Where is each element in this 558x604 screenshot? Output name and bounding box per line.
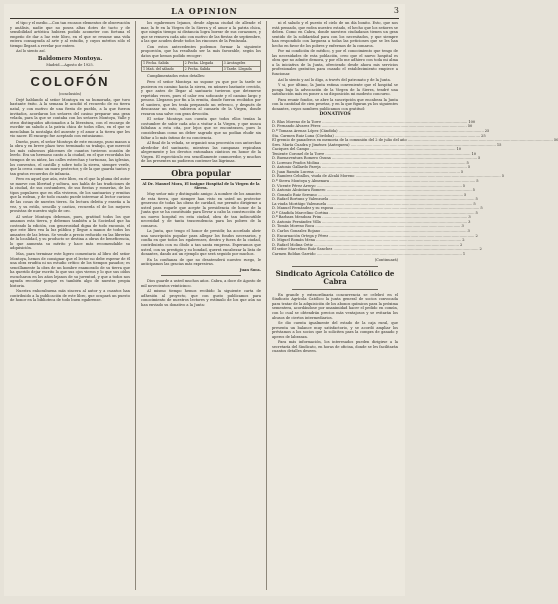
donor-name: D. Rafael Bortuns y Valenzuela .....: [272, 197, 474, 202]
column-3: [272, 21, 558, 590]
letter-salutation: Al Dr. Manuel Mora, El insigne Hospital de la Virgen de la Sierra.: [142, 181, 260, 191]
donor-name: D. Miguel Román Mena .....: [272, 238, 461, 243]
paragraph: Con estos antecedentes podemos formar la siguiente proporción, que ha resultado ser la más favorable, según los datos que hemos podido recoger:: [141, 44, 261, 58]
column-2: [141, 21, 261, 590]
donor-name: D. Antonio Gallardo Pareja .....: [272, 165, 467, 170]
column-1: [10, 21, 130, 590]
continues-note: (Continuará): [374, 258, 398, 263]
donor-name: D. Manuel Fernández y su esposa .....: [272, 206, 479, 211]
donor-amount: 3: [468, 215, 471, 220]
paragraph: En grande y extraordinaria concurrencia se celebró en el Sindicato Agrícola Católico la junta general de socios convocada para tratar de la adquisición de los abonos químicos para la próxima sementera, acordándose por unanimidad hacer el pedido en común, con lo cual se obtendrán precios más ventajosos y se evitarán los abusos de ciertos intermediarios.: [272, 292, 398, 320]
donor-name: El señor Marcelino Ruíz Sanchez .....: [272, 247, 479, 252]
table-row: [142, 66, 261, 72]
paragraph: Dios guarde a usted muchos años. Cabra, a doce de Agosto de mil novecientos veinticinco.: [141, 279, 261, 288]
donor-amount: 2: [475, 233, 478, 238]
donor-amount: 5: [478, 156, 481, 161]
paragraph: Para reunir fondos, se abre la suscripción que encabeza la Junta con la cantidad de cien pesetas, y en la que figuran ya los siguientes donantes, cuyos nombres publicamos con gratitud:: [272, 97, 398, 111]
paragraph: Nuestra enhorabuena más sincera al autor y a cuantos han contribuido a la publicación de este libro, que ocupará un puesto de honor en la biblioteca de todo buen egabrense.: [10, 289, 130, 303]
donor-amount: 2: [462, 238, 465, 243]
donor-name: D. Antonio Fernández Villa .....: [272, 220, 467, 225]
dateline: Madrid.—Agosto de 1925.: [46, 62, 94, 67]
donor-amount: 5: [462, 183, 466, 188]
donor-name: D. Fernando Alvarez Pérez .....: [272, 124, 467, 129]
donor-name: D. Vicente Pérez Arroyo .....: [272, 184, 462, 189]
masthead: [10, 6, 399, 19]
donor-amount: 3: [468, 219, 471, 224]
donor-amount: 5: [472, 188, 475, 193]
paragraph: Así lo siento y así lo digo, a través del patronato y de la Junta.: [278, 77, 391, 82]
section-title-sindicato: Sindicato Agrícola Católico de Cabra: [275, 268, 395, 286]
paragraph: Dejé hablando al señor Montoya en su humorada, que tuvo bastante éxito. A la semana le acudió el recuerdo de su tierra natal, y con motivo de una fiesta de pueblo, a la que fueron invitados, acordaron los señores del casino preparar una gran velada, para la que se contaba con los señores Montoya, Valle y otros distinguidos aficionados a la literatura, con el encargo de escribir un saludo a la patria chica de todos ellos, en el que se mezclaban la nostalgia del ausente y el amor a la tierra que les vio nacer. El encargo fue aceptado con entusiasmo.: [10, 97, 130, 139]
paragraph: Mas, para terminar este ligero comentario al libro del señor Montoya, hemos de consignar que el lector no debe esperar de él una obra erudita ni un estudio crítico de los tiempos pasados; es sencillamente la obra de un hombre enamorado de su tierra que ha querido dejar escrito lo que sus ojos vieron y lo que sus oídos escucharon en los años lejanos de su juventud, y que a todos nos agrada recordar porque es también algo de nuestra propia historia.: [10, 251, 130, 288]
donor-amount: 50: [553, 138, 558, 143]
donor-name: Sta. Carmen Ruiz Luna (Córdoba) .....: [272, 134, 480, 139]
donor-amount: 1: [462, 251, 466, 256]
letter-signature: Juan Soca.: [239, 267, 261, 272]
table-cell: 3 Tarde. Llegada: [222, 66, 260, 72]
paragraph: los egabrenses lejanos, desde alguna ciudad de allende el mar, la fe en la Virgen de la Sierra y el amor a la patria chica, que ningún tiempo ni distancia logra borrar de sus corazones, y que se renueva cada año con motivo de las fiestas de septiembre, a las que acuden desde todos los rincones de la Península.: [141, 21, 261, 44]
donor-amount: 3: [467, 229, 470, 234]
donor-amount: 10: [471, 151, 477, 156]
newspaper-title: LA OPINION: [171, 6, 238, 16]
donor-name: D.ª Tomasa Arenas López (Cándida) .....: [272, 129, 484, 134]
table-cell: 2 Fecha. Salida: [183, 66, 222, 72]
donor-name: D. Carlos Gonzalez Rojano .....: [272, 229, 466, 234]
donor-name: D. Lorenzo Prados Molina .....: [272, 161, 466, 166]
column-divider: [135, 21, 136, 590]
donor-amount: 5: [460, 169, 464, 174]
donor-name: D. Ramírez Ceballos, viuda de Alcalá Moreno .....: [272, 174, 501, 179]
paragraph: La Junta, que tengo el honor de presidir, ha acordado abrir una suscripción popular para allegar los fondos necesarios, y confía en que todos los egabrenses, dentro y fuera de la ciudad, contribuirán con su óbolo a tan santa empresa. Esperamos que usted, con su prestigio y su bondad, querrá encabezar la lista de donantes, dando así un ejemplo que será seguido por muchos.: [141, 229, 261, 257]
table-header: 3 Arcángeles: [222, 61, 260, 67]
section-title-obra-popular: Obra popular: [141, 166, 261, 180]
donor-name: D. Tomás Moreno Roca .....: [272, 224, 460, 229]
donor-amount: 2: [479, 247, 482, 252]
paragraph: Al final de la velada, se organizó una procesión con antorchas alrededor del santuario, mientras las campanas repicaban alegremente y los devotos entonaban cánticos en honor de la Virgen. El espectáculo era sencillamente conmovedor, y muchos de los presentes no pudieron contener las lágrimas.: [141, 141, 261, 164]
donor-name: Caciques del Campo .....: [272, 147, 456, 152]
donor-amount: 5: [480, 206, 483, 211]
donor-name: D. Antonio Alcántara Romero .....: [272, 188, 472, 193]
donor-amount: 5: [467, 165, 471, 170]
paragraph: Muy señor mío y distinguido amigo: A nombre de los amantes de esta tierra, que siempre han visto en usted un protector generoso de todas las obras de caridad, me permito dirigirme a usted para rogarle que acepte la presidencia de honor de la Junta que se ha constituido para llevar a cabo la construcción de un nuevo hospital en esta ciudad, obra de tan indiscutible necesidad y de tanta trascendencia para los pobres de la comarca.: [141, 191, 261, 228]
donor-row: [272, 251, 466, 257]
donor-name: D. Juan Ramón Lucena .....: [272, 170, 460, 175]
donor-amount: 10: [456, 147, 462, 152]
column-divider: [266, 21, 267, 590]
donor-name: D. Encarnación Ortega y Pérez .....: [272, 234, 474, 239]
donor-amount: 2: [460, 242, 463, 247]
table-header: 2 Fecha. Llegada: [183, 61, 222, 67]
paragraph: Así lo siento así.: [16, 49, 46, 54]
donor-amount: 5: [463, 192, 467, 197]
donor-amount: 5: [473, 201, 476, 206]
donor-name: D.ª Cándida Marcelino Cortina .....: [272, 211, 475, 216]
paragraph: Al señor Montoya debemos, pues, gratitud todos los que amamos esta tierra, y debemos también a la Sociedad que ha costeado la edición, con generosidad digna de todo encomio, el que este libro vea la luz pública y llegue a manos de todos los amantes de las letras. Se vende a precio reducido en las librerías de la localidad, y su producto se destina a obras de beneficencia, lo que aumenta su mérito y hace más recomendable su adquisición.: [10, 214, 130, 251]
paragraph: Pero en aquel que aún, este libro, en el que la pluma del autor se mueve con libertad y soltura, nos habla de las tradiciones de la ciudad, de sus costumbres, de sus fiestas y romerías, de los tipos populares que en ella vivieron, de los santuarios y ermitas que la rodean, y de todo cuanto puede interesar al lector curioso de las cosas de nuestra tierra. Su lectura deleita y enseña a la vez, y su estilo, sencillo y castizo, recuerda el de los mejores prosistas de nuestro siglo de oro.: [10, 177, 130, 214]
donor-amount: 50: [467, 124, 473, 129]
donor-amount: 25: [481, 133, 486, 138]
donor-name: D.ª Barbara Mendoza Prim .....: [272, 215, 467, 220]
paragraph: Al mismo tiempo hemos recibido la siguiente carta de adhesión al proyecto, que con gusto publicamos para conocimiento de nuestros lectores y estímulo de los que aún no han enviado su donativo a la Junta:: [141, 289, 261, 307]
donor-amount: 5: [501, 174, 504, 179]
donor-list: [272, 119, 558, 256]
table-header: 1 Fecha. Salida: [142, 61, 184, 67]
donor-name: Sres. María Cuadra y Jiménez (Antequera) .....: [272, 143, 496, 148]
table-header-row: [142, 61, 261, 67]
paragraph: el tipo y el medio.—Con tan escasos elementos de observación y análisis, nadie que no posea altas dotes de tacto y de sensibilidad artística hubiera podido acometer con fortuna el empeño de dar a luz este libro, en el que se resume una vida entera consagrada al arte y al estudio, y cuyos méritos sólo el tiempo llegará a revelar por entero.: [10, 21, 130, 48]
donor-name: D. Rafael Molina Ortiz .....: [272, 243, 459, 248]
donor-amount: 15: [496, 142, 502, 147]
paragraph: Y si, por último, la Junta estima conveniente que el hospital se ponga bajo la advocación de la Virgen de la Sierra, tendré una satisfacción más en poner a su disposición mi modesto concurso.: [272, 83, 398, 97]
section-subtitle: (conclusión): [58, 92, 82, 97]
donor-name: La viuda Moriñigo Valenzuela .....: [272, 202, 472, 207]
donor-name: D. Blas Moreno de la Torre .....: [272, 120, 467, 125]
separator: [292, 289, 378, 290]
paragraph: Cumplimentados estos detalles:: [147, 74, 206, 79]
schedule-table: [141, 60, 261, 72]
newspaper-page: [4, 4, 558, 596]
paragraph: Pero el señor Montoya no supone ya que por la tarde se pusieron en camino hacia la sierra, en número bastante crecido, y que antes de llegar al santuario tuvieron que detenerse repetidas veces, pues el calor era sofocante y el camino largo y penoso. Llegaron por fin a la ermita, donde fueron recibidos por el santero, que les tenía preparado un refresco, y después de descansar un rato, subieron al camarín de la Virgen, donde rezaron una salve con gran devoción.: [141, 80, 261, 116]
donor-name: D. Buenaventura Romero Osuna .....: [272, 156, 477, 161]
paragraph: Para más información, los interesados pueden dirigirse a la secretaría del Sindicato, en horas de oficina, donde se les facilitarán cuantos detalles deseen.: [272, 340, 398, 354]
separator: [292, 266, 378, 267]
paragraph: En la confianza de que no desatenderá nuestro ruego, le anticipamos las gracias más expresivas.: [141, 257, 261, 267]
author-signature: Baldomero Montoya.: [37, 55, 103, 62]
separator: [161, 275, 241, 276]
donor-amount: 5: [476, 179, 479, 183]
donor-amount: 5: [466, 160, 469, 165]
donor-amount: 25: [484, 128, 490, 133]
donor-name: Teniente Coronel de la Torre .....: [272, 152, 470, 157]
donor-name: El gremio de panaderos en memoria de la comunión del 2 de julio del año .....: [272, 138, 553, 143]
donor-name: D.ª Sierra Montoya y Almenara .....: [272, 179, 475, 184]
page-number: 3: [393, 6, 399, 15]
paragraph: ni el saludo y el puesto el cielo de un día bonito. Esto, que nos está pensado, que rodea nuestro estado, el hecho que los señores se deben. Como en Cabra, donde nuestros ciudadanos tienen un gran sentido de la solidaridad para con los necesitados, y que siempre han respondido con largueza a todas las peticiones que se les han hecho en favor de los pobres y enfermos de la comarca.: [272, 21, 398, 48]
section-title-colofon: COLOFÓN: [30, 74, 110, 90]
donor-amount: 5: [475, 197, 478, 202]
table-cell: 1 Mañ. del sábado: [142, 66, 184, 72]
donations-heading: DONATIVOS: [319, 112, 351, 118]
paragraph: El señor Montoya nos cuenta que todos ellos tenían la costumbre de subir cada año a visitar a la Virgen, y que nunca faltaban a esta cita, por lejos que se encontrasen, pues lo consideraban como un deber sagrado que no podían eludir sin faltar a lo más íntimo de su conciencia.: [141, 117, 261, 140]
paragraph: Por mi condición de médico, y por el conocimiento que tengo de las necesidades de esta población, creo que el nuevo hospital es obra que no admite demora, y por ello me adhiero con toda mi alma a la iniciativa de la Junta, ofreciendo desde ahora mis servicios profesionales gratuitos para cuando el establecimiento empiece a funcionar.: [272, 49, 398, 77]
donor-amount: 5: [475, 210, 478, 215]
donor-amount: 3: [461, 224, 464, 229]
paragraph: Se dio cuenta igualmente del estado de la caja rural, que presenta un balance muy satisfactorio, y se acordó ampliar los préstamos a los socios que lo soliciten para la compra de ganado y aperos de labranza.: [272, 321, 398, 339]
donor-name: D. Gonzalo Ruiz Serrano .....: [272, 193, 463, 198]
separator: [30, 70, 110, 71]
paragraph: Dueño, pues, el señor Montoya de este encargo, puso manos a la obra y en breve plazo tuvo terminado su trabajo, que mereció los más calurosos plácemes de cuantos tuvieron ocasión de leerlo. Era un hermoso canto a la ciudad, en el que recordaba los tiempos de su niñez, las calles estrechas y tortuosas, las iglesias, los conventos, el castillo y sobre todo la sierra, siempre verde, que la cerca como un muro protector, y de la que guarda tantos y tan gratos recuerdos de infancia.: [10, 139, 131, 176]
donor-amount: 100: [468, 119, 476, 124]
donor-name: Carmen Roldan Garrido .....: [272, 252, 462, 257]
